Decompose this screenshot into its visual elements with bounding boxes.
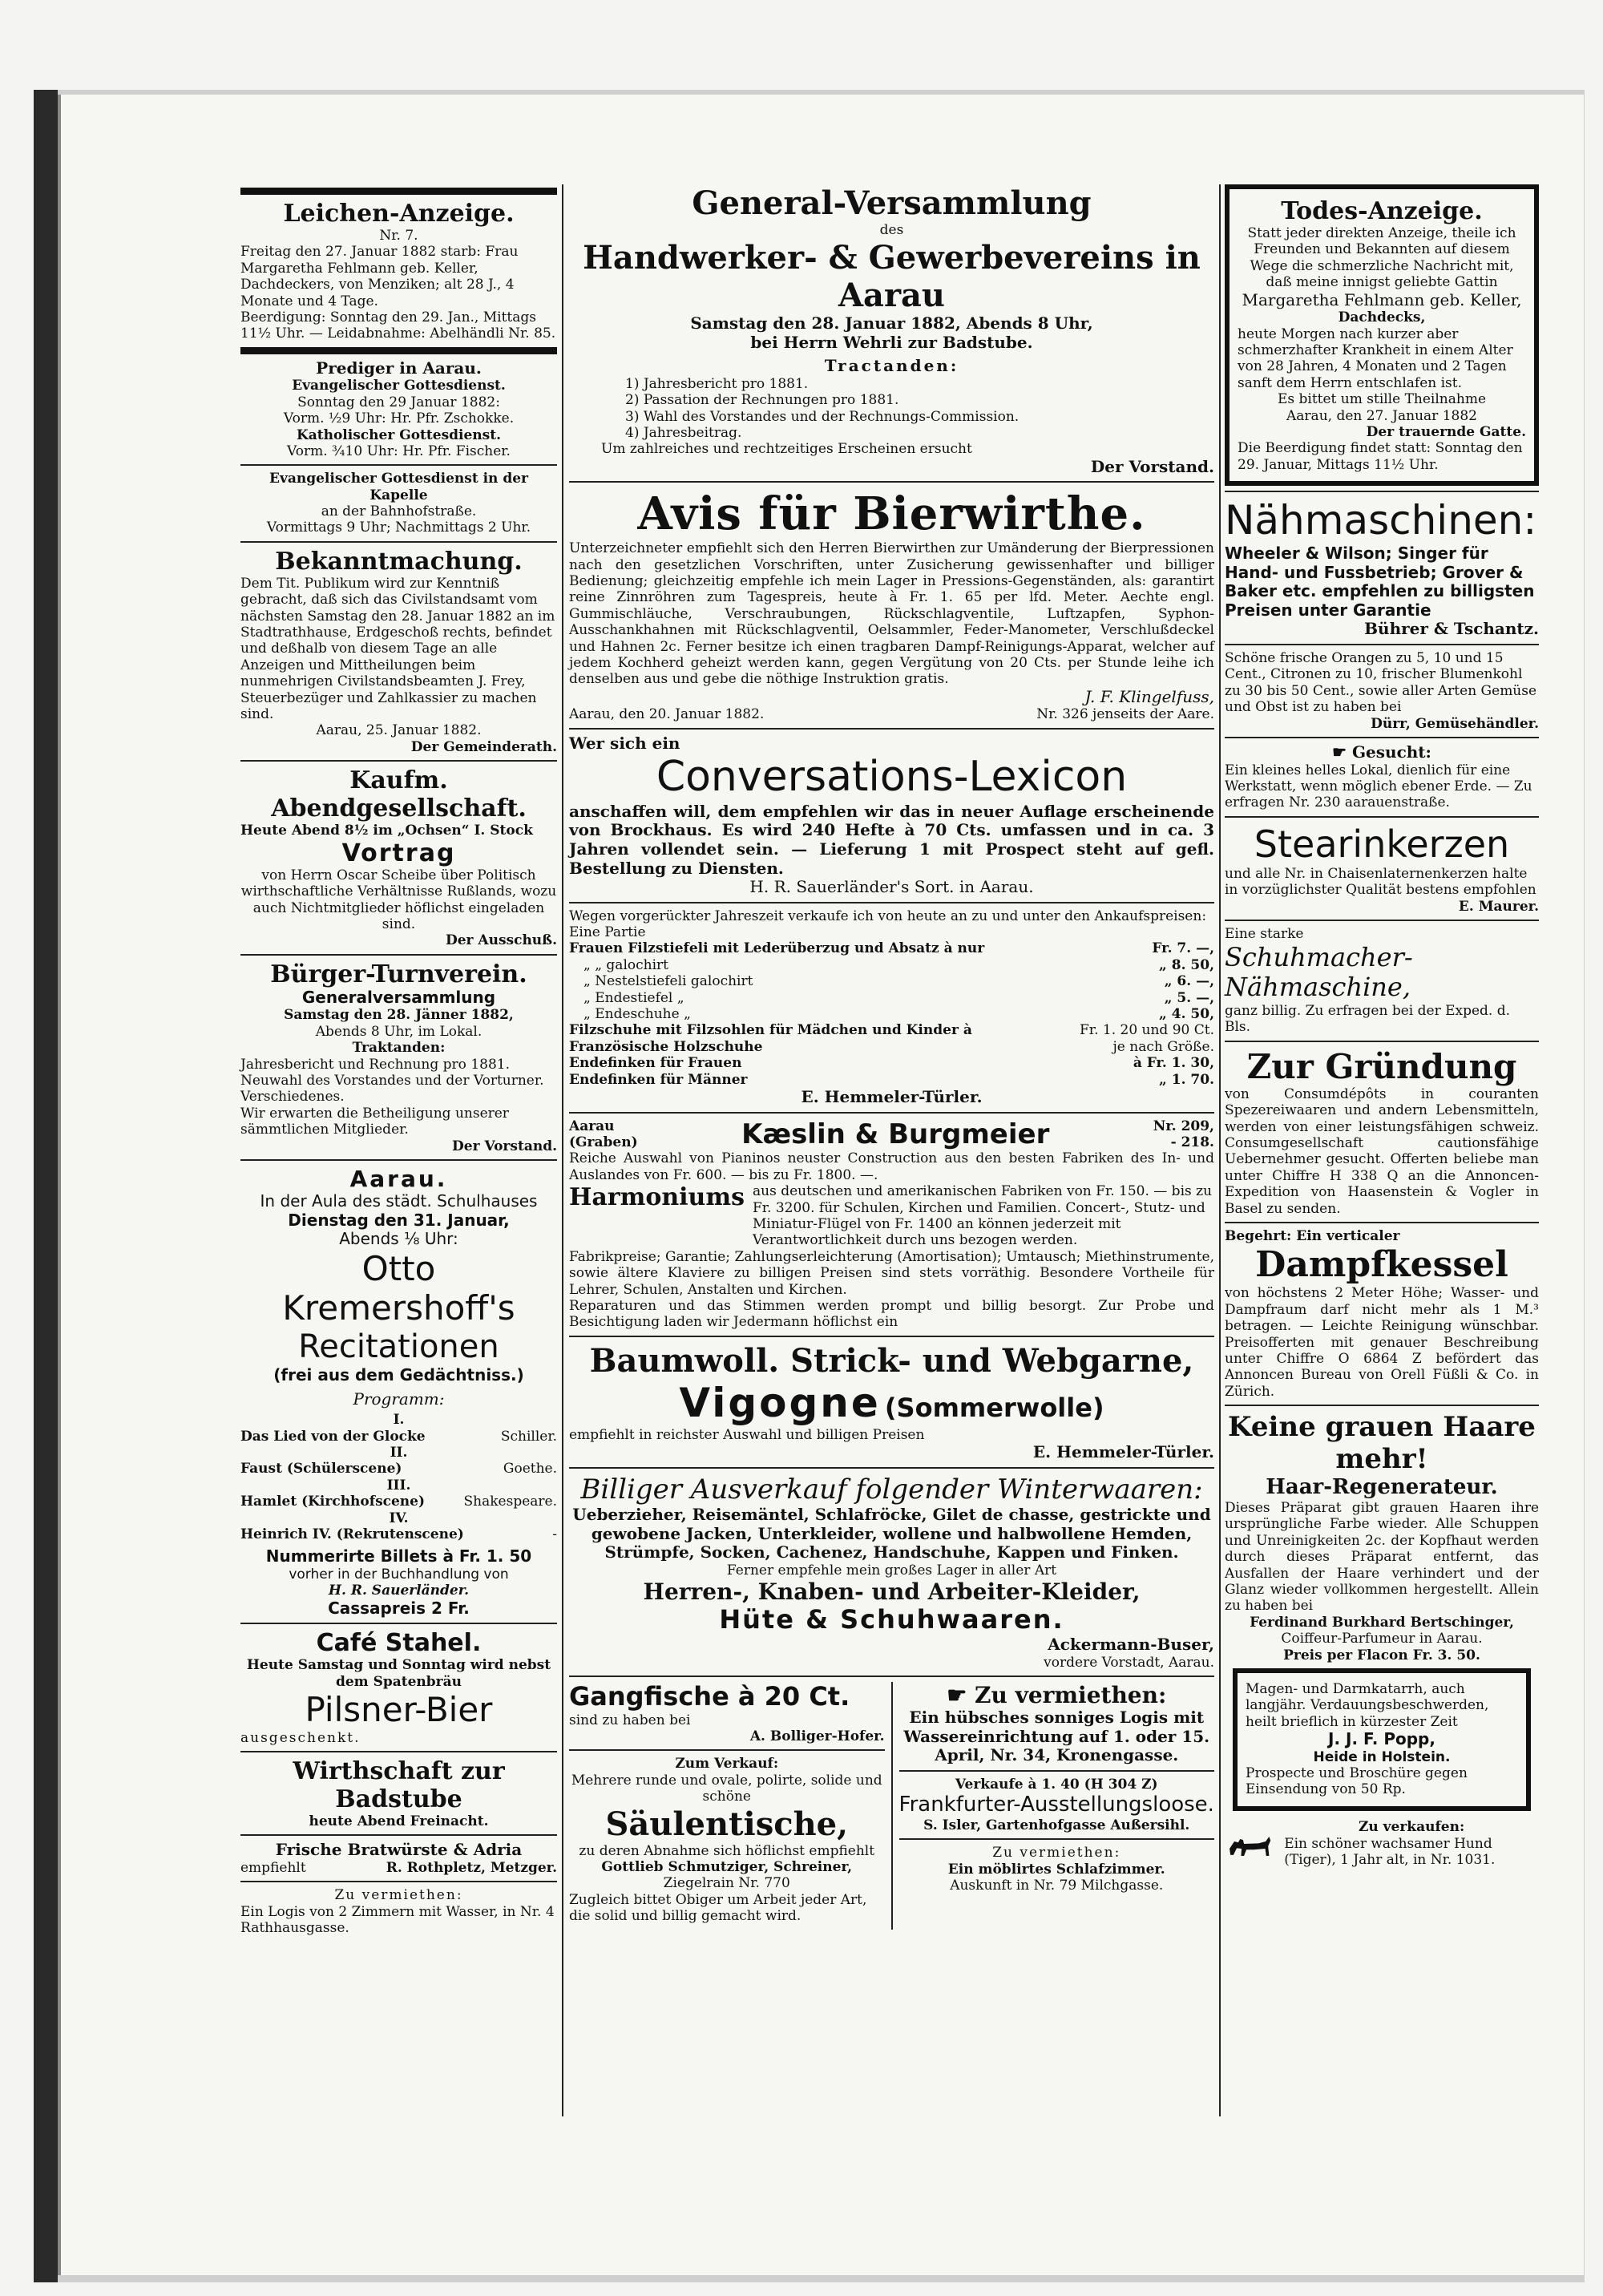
avis-place: Aarau, den 20. Januar 1882. — [569, 706, 765, 723]
stearin-title: Stearinkerzen — [1254, 822, 1510, 866]
recital-date: Dienstag den 31. Januar, — [288, 1210, 510, 1230]
badstube-left: empfiehlt — [240, 1860, 306, 1877]
stearinkerzen — [1225, 823, 1539, 915]
turn-note: Wir erwarten die Betheiligung unserer sämmtlichen Mitglieder. — [240, 1105, 509, 1138]
saeulen-body: zu deren Abnahme sich höflichst empfiehlt — [579, 1842, 875, 1859]
recital-programm: Programm: — [353, 1389, 445, 1409]
rule — [240, 464, 557, 466]
turn-time: Abends 8 Uhr, im Lokal. — [315, 1023, 483, 1040]
program-num: III. — [386, 1477, 411, 1494]
todes-ask: Es bittet um stille Theilnahme — [1277, 391, 1487, 408]
cafe-beer: Pilsner-Bier — [305, 1690, 493, 1730]
rule — [569, 1336, 1214, 1337]
filz-price: „ 6. —, — [1164, 973, 1214, 990]
turn-item: Neuwahl des Vorstandes und der Vorturner. — [240, 1073, 544, 1089]
filz-price: Fr. 7. —, — [1152, 940, 1214, 957]
magen-place: Heide in Holstein. — [1313, 1748, 1451, 1765]
zimmer-note: Auskunft in Nr. 79 Milchgasse. — [950, 1877, 1164, 1894]
orangen — [1225, 650, 1539, 732]
zu-vermieten-logis — [240, 1887, 557, 1936]
recital-sub: (frei aus dem Gedächtniss.) — [273, 1365, 524, 1385]
saeulen-title: Säulentische, — [605, 1805, 849, 1843]
program-author: Goethe. — [503, 1461, 557, 1477]
filz-price: „ 1. 70. — [1159, 1071, 1214, 1088]
gv-items — [569, 376, 1214, 442]
recital-seller: H. R. Sauerländer. — [328, 1583, 470, 1599]
avis-footer — [569, 706, 1214, 722]
bekannt-sign: Der Gemeinderath. — [410, 738, 557, 755]
filz-item: Endefinken für Frauen — [569, 1055, 742, 1072]
todes-body1: Statt jeder direkten Anzeige, theile ich Freunden und Bekannten auf diesem Wege die schmerzliche Nachricht mit, daß meine innigst geliebte Gattin — [1247, 225, 1516, 291]
kaeslin-body3: Fabrikpreise; Garantie; Zahlungserleichterung (Amortisation); Umtausch; Miethinstrumente, sowie ältere Klaviere zu billigen Preisen sind stets vorräthig. Besondere Vortheile für Lehrer, Schulen, Anstalten und Kirchen. — [569, 1248, 1214, 1298]
kaeslin-nr1: Nr. 209, — [1153, 1118, 1214, 1134]
turn-date: Samstag den 28. Jänner 1882, — [284, 1007, 514, 1024]
kapelle-title: Evangelischer Gottesdienst in der Kapelle — [269, 471, 528, 503]
rule — [899, 1770, 1215, 1772]
program-work: Das Lied von der Glocke — [240, 1428, 426, 1445]
filz-item: „ Endestiefel „ — [583, 989, 684, 1006]
lexicon-body: anschaffen will, dem empfehlen wir das in neuer Auflage erscheinende von Brockhaus. Es wird 240 Hefte à 70 Cts. umfassen und in ca. 3 Jahren vollendet sein. — Lieferung 1 mit Prospect steht auf gefl. Bestellung zu Diensten. — [569, 801, 1214, 878]
filz-row — [569, 940, 1214, 956]
filz-intro: Wegen vorgerückter Jahreszeit verkaufe ich von heute an zu und unter den Ankaufspreisen: Eine Partie — [569, 907, 1207, 941]
filz-row — [569, 973, 1214, 989]
hund-text — [1284, 1819, 1539, 1868]
vermieten-body: Ein Logis von 2 Zimmern mit Wasser, in Nr. 4 Rathhausgasse. — [240, 1903, 555, 1937]
turn-sign: Der Vorstand. — [452, 1138, 557, 1154]
gv-place: bei Herrn Wehrli zur Badstube. — [750, 332, 1033, 352]
kaeslin-body4: Reparaturen und das Stimmen werden prompt und billig besorgt. Zur Probe und Besichtigung laden wir Jedermann höflichst ein — [569, 1297, 1214, 1331]
todes-date: Aarau, den 27. Januar 1882 — [1286, 407, 1477, 424]
avis-title: Avis für Bierwirthe. — [637, 487, 1146, 541]
gv-item: 4) Jahresbeitrag. — [625, 424, 742, 441]
rule — [240, 347, 557, 354]
filz-item: „ Endeschuhe „ — [583, 1006, 691, 1023]
ausverkauf-k1: Herren-, Knaben- und Arbeiter-Kleider, — [643, 1578, 1141, 1606]
kaufm-abendgesellschaft — [240, 766, 557, 949]
leichen-body: Freitag den 27. Januar 1882 starb: Frau Margaretha Fehlmann geb. Keller, Dachdeckers, von Menziken; alt 28 J., 4 Monate und 4 Tage. — [240, 244, 519, 309]
schuh-body: ganz billig. Zu erfragen bei der Exped. d. Bls. — [1225, 1003, 1511, 1036]
column-rule — [1219, 184, 1221, 2116]
schuhmacher-maschine — [1225, 926, 1539, 1036]
gv-date: Samstag den 28. Januar 1882, Abends 8 Uhr, — [690, 313, 1093, 333]
rule — [240, 188, 557, 195]
gesucht-body: Ein kleines helles Lokal, dienlich für eine Werkstatt, wenn möglich ebener Erde. — Zu erfragen Nr. 230 aarauenstraße. — [1225, 762, 1532, 811]
kaeslin-body1: Reiche Auswahl von Pianinos neuster Construction aus den besten Fabriken des In- und Auslandes von Fr. 600. — bis zu Fr. 1800. —. — [569, 1150, 1214, 1183]
filzstiefel-ausverkauf — [569, 908, 1214, 1107]
dampf-title: Dampfkessel — [1255, 1244, 1508, 1286]
gv-item: 2) Passation der Rechnungen pro 1881. — [625, 392, 899, 409]
prediger — [240, 359, 557, 536]
naeh-sign: Bührer & Tschantz. — [1364, 619, 1539, 639]
ausverkauf-addr: vordere Vorstadt, Aarau. — [1044, 1654, 1214, 1671]
ausverkauf-items: Ueberzieher, Reisemäntel, Schlafröcke, Gilet de chasse, gestrickte und gewobene Jacken, Unterkleider, wollene und halbwollene Hemden, Strümpfe, Socken, Cachenez, Handschuhe, Kappen und Finken. — [572, 1504, 1211, 1562]
dampfkessel — [1225, 1228, 1539, 1400]
schuh-lead: Eine starke — [1225, 926, 1304, 943]
haar-regenerateur — [1225, 1411, 1539, 1663]
turn-title: Bürger-Turnverein. — [270, 960, 527, 988]
orangen-sign: Dürr, Gemüsehändler. — [1371, 715, 1539, 732]
recital-town: Aarau. — [349, 1165, 448, 1192]
cafe-stahel — [240, 1629, 557, 1746]
program-author: Schiller. — [500, 1428, 557, 1445]
orangen-body: Schöne frische Orangen zu 5, 10 und 15 Cent., Citronen zu 10, frischer Blumenkohl zu 30 bis 50 Cent., sowie aller Arten Gemüse und Obst ist zu haben bei — [1225, 650, 1537, 716]
rule — [569, 1112, 1214, 1114]
magen-body: Magen- und Darmkatarrh, auch langjähr. Verdauungsbeschwerden, heilt brieflich in kürzester Zeit — [1246, 1680, 1489, 1730]
recital-name: Otto Kremershoff's — [282, 1248, 515, 1328]
logis-head-text: Zu vermiethen: — [975, 1681, 1167, 1708]
filz-price: Fr. 1. 20 und 90 Ct. — [1080, 1022, 1214, 1039]
turn-gv: Generalversammlung — [301, 987, 496, 1007]
hand-pointer-icon: ☛ — [1332, 742, 1347, 762]
schlafzimmer — [899, 1845, 1215, 1894]
rule — [1225, 816, 1539, 818]
leichen-nr: Nr. 7. — [379, 228, 418, 244]
wirthschaft-badstube — [240, 1757, 557, 1876]
badstube-line: heute Abend Freinacht. — [309, 1813, 489, 1830]
gesucht-head-text: Gesucht: — [1351, 742, 1431, 762]
rule — [240, 760, 557, 762]
haare-addr: Coiffeur-Parfumeur in Aarau. — [1281, 1631, 1483, 1647]
kath-text: Vorm. ¾10 Uhr: Hr. Pfr. Fischer. — [287, 443, 511, 459]
rule — [240, 1623, 557, 1624]
kaeslin-title: Kæslin & Burgmeier — [741, 1118, 1050, 1150]
lexicon-title: Conversations-Lexicon — [656, 753, 1128, 802]
lexicon-lead: Wer sich ein — [569, 733, 680, 753]
filz-sign: E. Hemmeler-Türler. — [801, 1087, 983, 1106]
filz-item: Frauen Filzstiefeli mit Lederüberzug und Absatz à nur — [569, 940, 985, 957]
program-item — [240, 1526, 557, 1542]
gang-title: Gangfische à 20 Ct. — [569, 1680, 850, 1712]
hund-verkauf — [1225, 1816, 1539, 1872]
gv-org: Handwerker- & Gewerbevereins in Aarau — [583, 238, 1201, 314]
bekanntmachung — [240, 548, 557, 755]
avis-bierwirthe — [569, 487, 1214, 723]
zimmer-body: Ein möblirtes Schlafzimmer. — [947, 1861, 1165, 1878]
vigogne-line — [569, 1380, 1214, 1427]
magen-note: Prospecte und Broschüre gegen Einsendung von 50 Rp. — [1246, 1765, 1468, 1798]
kaeslin-harmoniums — [569, 1183, 1214, 1249]
rule — [569, 481, 1214, 483]
column-2 — [569, 184, 1214, 1930]
advertisement-page — [240, 184, 1539, 2132]
turn-item: Jahresbericht und Rechnung pro 1881. — [240, 1056, 510, 1073]
filz-item: „ „ galochirt — [583, 956, 668, 973]
badstube-footer — [240, 1860, 557, 1876]
saeulen-note: Zugleich bittet Obiger um Arbeit jeder Art, die solid und billig gemacht wird. — [569, 1891, 867, 1925]
recital-tickets2: vorher in der Buchhandlung von — [289, 1566, 509, 1583]
filz-table — [569, 940, 1214, 1088]
todes-body2: heute Morgen nach kurzer aber schmerzhafter Krankheit in einem Alter von 28 Jahren, 4 Monaten und 2 Tagen sanft dem Herrn entschlafen ist. — [1238, 325, 1513, 391]
gv-note: Um zahlreiches und rechtzeitiges Erscheinen ersucht — [601, 441, 972, 458]
naeh-body: Wheeler & Wilson; Singer für Hand- und Fussbetrieb; Grover & Baker etc. empfehlen zu billigsten Preisen unter Garantie — [1225, 544, 1535, 620]
filz-price: à Fr. 1. 30, — [1133, 1055, 1214, 1072]
avis-addr: Nr. 326 jenseits der Aare. — [1036, 706, 1214, 723]
column-rule — [562, 184, 563, 2116]
lose-sign: S. Isler, Gartenhofgasse Außersihl. — [923, 1817, 1190, 1833]
leichen-anzeige — [240, 200, 557, 342]
filz-row — [569, 1055, 1214, 1071]
gang-line: sind zu haben bei — [569, 1712, 691, 1728]
program-num: I. — [393, 1412, 405, 1429]
rule — [569, 1467, 1214, 1469]
garne-sign: E. Hemmeler-Türler. — [1032, 1442, 1214, 1462]
rule — [569, 728, 1214, 730]
rule — [569, 902, 1214, 903]
gv-title: General-Versammlung — [692, 184, 1092, 222]
turn-item: Verschiedenes. — [240, 1089, 345, 1106]
gesucht — [1225, 743, 1539, 811]
bottom-split — [569, 1682, 1214, 1930]
badstube-title: Wirthschaft zur Badstube — [293, 1757, 505, 1814]
magenkatarrh — [1233, 1668, 1531, 1811]
kaeslin-harm: Harmoniums — [569, 1183, 745, 1212]
magenkatarrh-wrap — [1225, 1668, 1539, 1811]
recitationen — [240, 1166, 557, 1618]
hund-head: Zu verkaufen: — [1358, 1819, 1465, 1836]
filz-price: je nach Größe. — [1112, 1038, 1214, 1055]
kaufm-vortrag: Vortrag — [341, 839, 456, 867]
dampf-lead: Begehrt: Ein verticaler — [1225, 1227, 1400, 1244]
saeulentische — [569, 1756, 885, 1924]
winterwaaren-ausverkauf — [569, 1473, 1214, 1671]
recital-program-list — [240, 1412, 557, 1542]
naeh-title: Nähmaschinen: — [1225, 497, 1537, 544]
rule — [1225, 1041, 1539, 1042]
program-work: Faust (Schülerscene) — [240, 1461, 402, 1477]
todes-name: Margaretha Fehlmann geb. Keller, — [1242, 289, 1522, 309]
badstube-sign: R. Rothpletz, Metzger. — [386, 1860, 557, 1877]
ausverkauf-title: Billiger Ausverkauf folgender Winterwaaren: — [580, 1473, 1203, 1506]
cafe-line: Heute Samstag und Sonntag wird nebst dem Spatenbräu — [246, 1657, 551, 1690]
rule — [569, 1676, 1214, 1677]
rule — [569, 1749, 885, 1751]
rule — [240, 1881, 557, 1882]
kaeslin-left1: Aarau — [569, 1118, 615, 1134]
filz-row — [569, 990, 1214, 1006]
bekannt-date: Aarau, 25. Januar 1882. — [316, 722, 482, 739]
kaufm-body: von Herrn Oscar Scheibe über Politisch wirthschaftliche Verhältnisse Rußlands, wozu auch Nichtmitglieder höflichst eingeladen sind. — [240, 867, 557, 933]
cafe-title: Café Stahel. — [316, 1629, 482, 1658]
rule — [1225, 644, 1539, 645]
badstube-wurst: Frische Bratwürste & Adria — [275, 1840, 523, 1860]
rule — [1225, 1405, 1539, 1406]
stearin-body: und alle Nr. in Chaisenlaternenkerzen halte in vorzüglichster Qualität bestens empfohlen — [1225, 866, 1536, 899]
kaufm-title: Kaufm. Abendgesellschaft. — [271, 766, 527, 823]
rule — [240, 954, 557, 956]
filz-price: „ 5. —, — [1164, 989, 1214, 1006]
haare-sign: Ferdinand Burkhard Bertschinger, — [1250, 1614, 1514, 1631]
kaeslin-nr2: - 218. — [1170, 1134, 1214, 1150]
program-item — [240, 1494, 557, 1510]
todes-title: Todes-Anzeige. — [1281, 197, 1483, 225]
bekannt-title: Bekanntmachung. — [275, 547, 523, 576]
haare-sub: Haar-Regenerateur. — [1266, 1475, 1498, 1500]
gv-tractanden: Tractanden: — [824, 356, 959, 376]
column-3 — [1225, 184, 1539, 1877]
ev-title: Evangelischer Gottesdienst. — [292, 378, 506, 394]
gang-sign: A. Bolliger-Hofer. — [749, 1728, 885, 1745]
haare-title: Keine grauen Haare mehr! — [1228, 1411, 1536, 1476]
rule — [240, 1159, 557, 1161]
filz-row — [569, 1022, 1214, 1038]
filz-row — [569, 1039, 1214, 1055]
avis-body: Unterzeichneter empfiehlt sich den Herren Bierwirthen zur Umänderung der Bierpressionen nach den gesetzlichen Vorschriften, unter Zusicherung gewissenhafter und billiger Bedienung; gleichzeitig empfehle ich mein Lager in Pressions-Gegenständen, als: garantirt reine Zinnröhren zum Tagespreis, heute à Fr. 1. 65 per lfd. Meter. Aechte engl. Gummischläuche, Verschraubungen, Rückschlagventile, Luftzapfen, Syphon-Ausschankhahnen mit Rückschlagventil, Oelsammler, Feder-Manometer, Verschlußdeckel und Hahnen 2c. Ferner besitze ich einen tragbaren Dampf-Reinigungs-Apparat, welcher auf jedem Kochherd geheizt werden kann, gegen Vergütung von 20 Cts. per Stunde leihe ich denselben aus und gebe die nöthige Instruktion gratis. — [569, 540, 1214, 688]
program-work: Hamlet (Kirchhofscene) — [240, 1494, 426, 1510]
leichen-title: Leichen-Anzeige. — [283, 200, 515, 228]
lexicon-sign: H. R. Sauerländer's Sort. in Aarau. — [749, 877, 1034, 897]
kaufm-line1: Heute Abend 8½ im „Ochsen“ I. Stock — [240, 823, 533, 839]
gv-item: 3) Wahl des Vorstandes und der Rechnungs-Commission. — [625, 408, 1020, 425]
stearin-sign: E. Maurer. — [1458, 898, 1539, 915]
todes-sign: Der trauernde Gatte. — [1366, 423, 1526, 440]
filz-item: „ Nestelstiefeli galochirt — [583, 973, 753, 990]
turn-traktanden: Traktanden: — [352, 1040, 446, 1057]
filz-item: Französische Holzschuhe — [569, 1038, 763, 1055]
program-item — [240, 1429, 557, 1445]
filz-price: „ 8. 50, — [1159, 956, 1214, 973]
rule — [1225, 737, 1539, 738]
kaeslin-header — [569, 1118, 1214, 1151]
lose-head: Verkaufe à 1. 40 (H 304 Z) — [955, 1776, 1158, 1793]
recital-place: In der Aula des städt. Schulhauses — [260, 1191, 538, 1211]
bottom-separator — [891, 1682, 893, 1930]
kath-title: Katholischer Gottesdienst. — [296, 426, 502, 443]
gv-des: des — [879, 222, 904, 239]
rule — [240, 1834, 557, 1836]
hand-pointer-icon: ☛ — [947, 1681, 967, 1708]
vigogne-sub: (Sommerwolle) — [884, 1392, 1104, 1423]
general-versammlung — [569, 184, 1214, 476]
rule — [1225, 491, 1539, 492]
vermieten-title: Zu vermiethen: — [334, 1887, 463, 1904]
dampf-body: von höchstens 2 Meter Höhe; Wasser- und Dampfraum darf nicht mehr als 1 M.³ betragen. — Leichte Reinigung wünschbar. Preisofferten mit genauer Beschreibung unter Chiffre O 6864 Z befördert das Annoncen Bureau von Orell Füßli & Co. in Zürich. — [1225, 1285, 1539, 1400]
ausverkauf-line: Ferner empfehle mein großes Lager in aller Art — [726, 1562, 1057, 1578]
haare-price: Preis per Flacon Fr. 3. 50. — [1283, 1647, 1480, 1663]
gruendung-body: von Consumdépôts in couranten Spezereiwaaren und andern Lebensmitteln, werden von einer leistungsfähigen schweiz. Consumgesellschaft cautionsfähige Uebernehmer gesucht. Offerten beliebe man unter Chiffre H 338 Q an die Annoncen-Expedition von Haasenstein & Vogler in Basel zu senden. — [1225, 1085, 1539, 1217]
gesucht-head — [1225, 743, 1539, 762]
cafe-out: ausgeschenkt. — [240, 1729, 361, 1746]
naehmaschinen — [1225, 497, 1539, 639]
lose-title: Frankfurter-Ausstellungsloose. — [898, 1793, 1214, 1817]
saeulen-line: Mehrere runde und ovale, polirte, solide und schöne — [571, 1772, 882, 1805]
ausverkauf-sign: Ackermann-Buser, — [1048, 1634, 1214, 1654]
column-1 — [240, 184, 557, 1942]
ev-date: Sonntag den 29 Januar 1882: — [297, 394, 500, 410]
logis-head — [899, 1682, 1215, 1708]
kapelle-text: Vormittags 9 Uhr; Nachmittags 2 Uhr. — [266, 519, 531, 536]
filz-row — [569, 1006, 1214, 1022]
rule — [1225, 1222, 1539, 1223]
kaeslin-body2: aus deutschen und amerikanischen Fabriken von Fr. 150. — bis zu Fr. 3200. für Schulen, Kirchen und Familien. Concert-, Stutz- und Miniatur-Flügel von Fr. 1400 an können jederzeit mit Verantwortlichkeit durch uns bezogen werden. — [753, 1183, 1213, 1249]
recital-cassa: Cassapreis 2 Fr. — [328, 1598, 470, 1618]
program-num: II. — [390, 1445, 408, 1461]
gruendung-title: Zur Gründung — [1246, 1046, 1517, 1086]
conversations-lexicon — [569, 734, 1214, 897]
rule — [899, 1838, 1215, 1840]
prediger-title: Prediger in Aarau. — [316, 358, 482, 378]
kapelle-place: an der Bahnhofstraße. — [321, 503, 477, 520]
garne-line: empfiehlt in reichster Auswahl und billigen Preisen — [569, 1426, 925, 1443]
kaeslin-nr — [1153, 1118, 1214, 1151]
buerger-turnverein — [240, 960, 557, 1154]
hund-body: Ein schöner wachsamer Hund (Tiger), 1 Jahr alt, in Nr. 1031. — [1284, 1835, 1496, 1869]
ev-text: Vorm. ½9 Uhr: Hr. Pfr. Zschokke. — [283, 410, 515, 427]
logis-body: Ein hübsches sonniges Logis mit Wassereinrichtung auf 1. oder 15. April, Nr. 34, Kronengasse. — [903, 1707, 1210, 1765]
kaeslin-left — [569, 1118, 638, 1151]
program-item — [240, 1461, 557, 1477]
garne-vigogne — [569, 1342, 1214, 1462]
todes-trade: Dachdecks, — [1338, 309, 1426, 326]
ausverkauf-k2: Hüte & Schuhwaaren. — [719, 1604, 1064, 1635]
filz-price: „ 4. 50, — [1159, 1006, 1214, 1023]
leichen-burial: Beerdigung: Sonntag den 29. Jan., Mittags 11½ Uhr. — Leidabnahme: Abelhändli Nr. 85. — [240, 309, 556, 342]
ausstellungsloose — [899, 1777, 1215, 1833]
rule — [240, 541, 557, 543]
filz-item: Filzschuhe mit Filzsohlen für Mädchen und Kinder à — [569, 1022, 972, 1039]
avis-name: J. F. Klingelfuss, — [1084, 686, 1214, 706]
scan-left-edge — [34, 90, 58, 2282]
saeulen-addr: Ziegelrain Nr. 770 — [663, 1875, 790, 1892]
dog-icon — [1225, 1816, 1278, 1872]
kaufm-sign: Der Ausschuß. — [445, 932, 557, 949]
saeulen-sign: Gottlieb Schmutziger, Schreiner, — [601, 1858, 853, 1875]
gv-item: 1) Jahresbericht pro 1881. — [625, 375, 809, 392]
recital-time: Abends ⅛ Uhr: — [339, 1229, 458, 1249]
magen-name: J. J. F. Popp, — [1328, 1729, 1435, 1749]
program-work: Heinrich IV. (Rekrutenscene) — [240, 1526, 464, 1542]
filz-item: Endefinken für Männer — [569, 1071, 748, 1088]
rule — [1225, 920, 1539, 921]
filz-row — [569, 957, 1214, 973]
filz-row — [569, 1072, 1214, 1088]
program-author: - — [552, 1526, 557, 1542]
gangfische — [569, 1682, 885, 1745]
bekannt-body: Dem Tit. Publikum wird zur Kenntniß gebracht, daß sich das Civilstandsamt vom nächsten Samstag den 28. Januar 1882 an im Stadtrathhause, Erdgeschoß rechts, befindet und deßhalb von diesem Tage an alle Anzeigen und Mittheilungen beim nunmehrigen Civilstandsbeamten J. Frey, Steuerbezüger und Zahlkassier zu machen sind. — [240, 575, 555, 722]
schuh-title: Schuhmacher-Nähmaschine, — [1225, 941, 1413, 1003]
bottom-left — [569, 1682, 885, 1930]
gv-sign: Der Vorstand. — [1090, 456, 1214, 476]
recital-title: Recitationen — [298, 1328, 499, 1365]
vigogne: Vigogne — [679, 1379, 881, 1426]
haare-body: Dieses Präparat gibt grauen Haaren ihre ursprüngliche Farbe wieder. Alle Schuppen und Unreinigkeiten 2c. der Kopfhaut werden durch dieses Präparat entfernt, das Ausfallen der Haare verhindert und der Glanz wieder vollkommen hergestellt. Allein zu haben bei — [1225, 1500, 1539, 1615]
rule — [240, 1751, 557, 1752]
program-author: Shakespeare. — [463, 1494, 557, 1510]
todes-burial: Die Beerdigung findet statt: Sonntag den 29. Januar, Mittags 11½ Uhr. — [1238, 440, 1523, 473]
logis-kronengasse — [899, 1682, 1215, 1765]
bottom-right — [899, 1682, 1215, 1930]
garne-title: Baumwoll. Strick- und Webgarne, — [589, 1341, 1194, 1380]
todes-anzeige — [1225, 184, 1539, 486]
zimmer-head: Zu vermiethen: — [992, 1845, 1121, 1861]
program-num: IV. — [389, 1510, 409, 1526]
kaeslin-burgmeier — [569, 1118, 1214, 1331]
saeulen-head: Zum Verkauf: — [675, 1756, 779, 1773]
kaeslin-left2: (Graben) — [569, 1134, 638, 1150]
recital-tickets: Nummerirte Billets à Fr. 1. 50 — [265, 1546, 532, 1566]
zur-gruendung — [1225, 1047, 1539, 1217]
